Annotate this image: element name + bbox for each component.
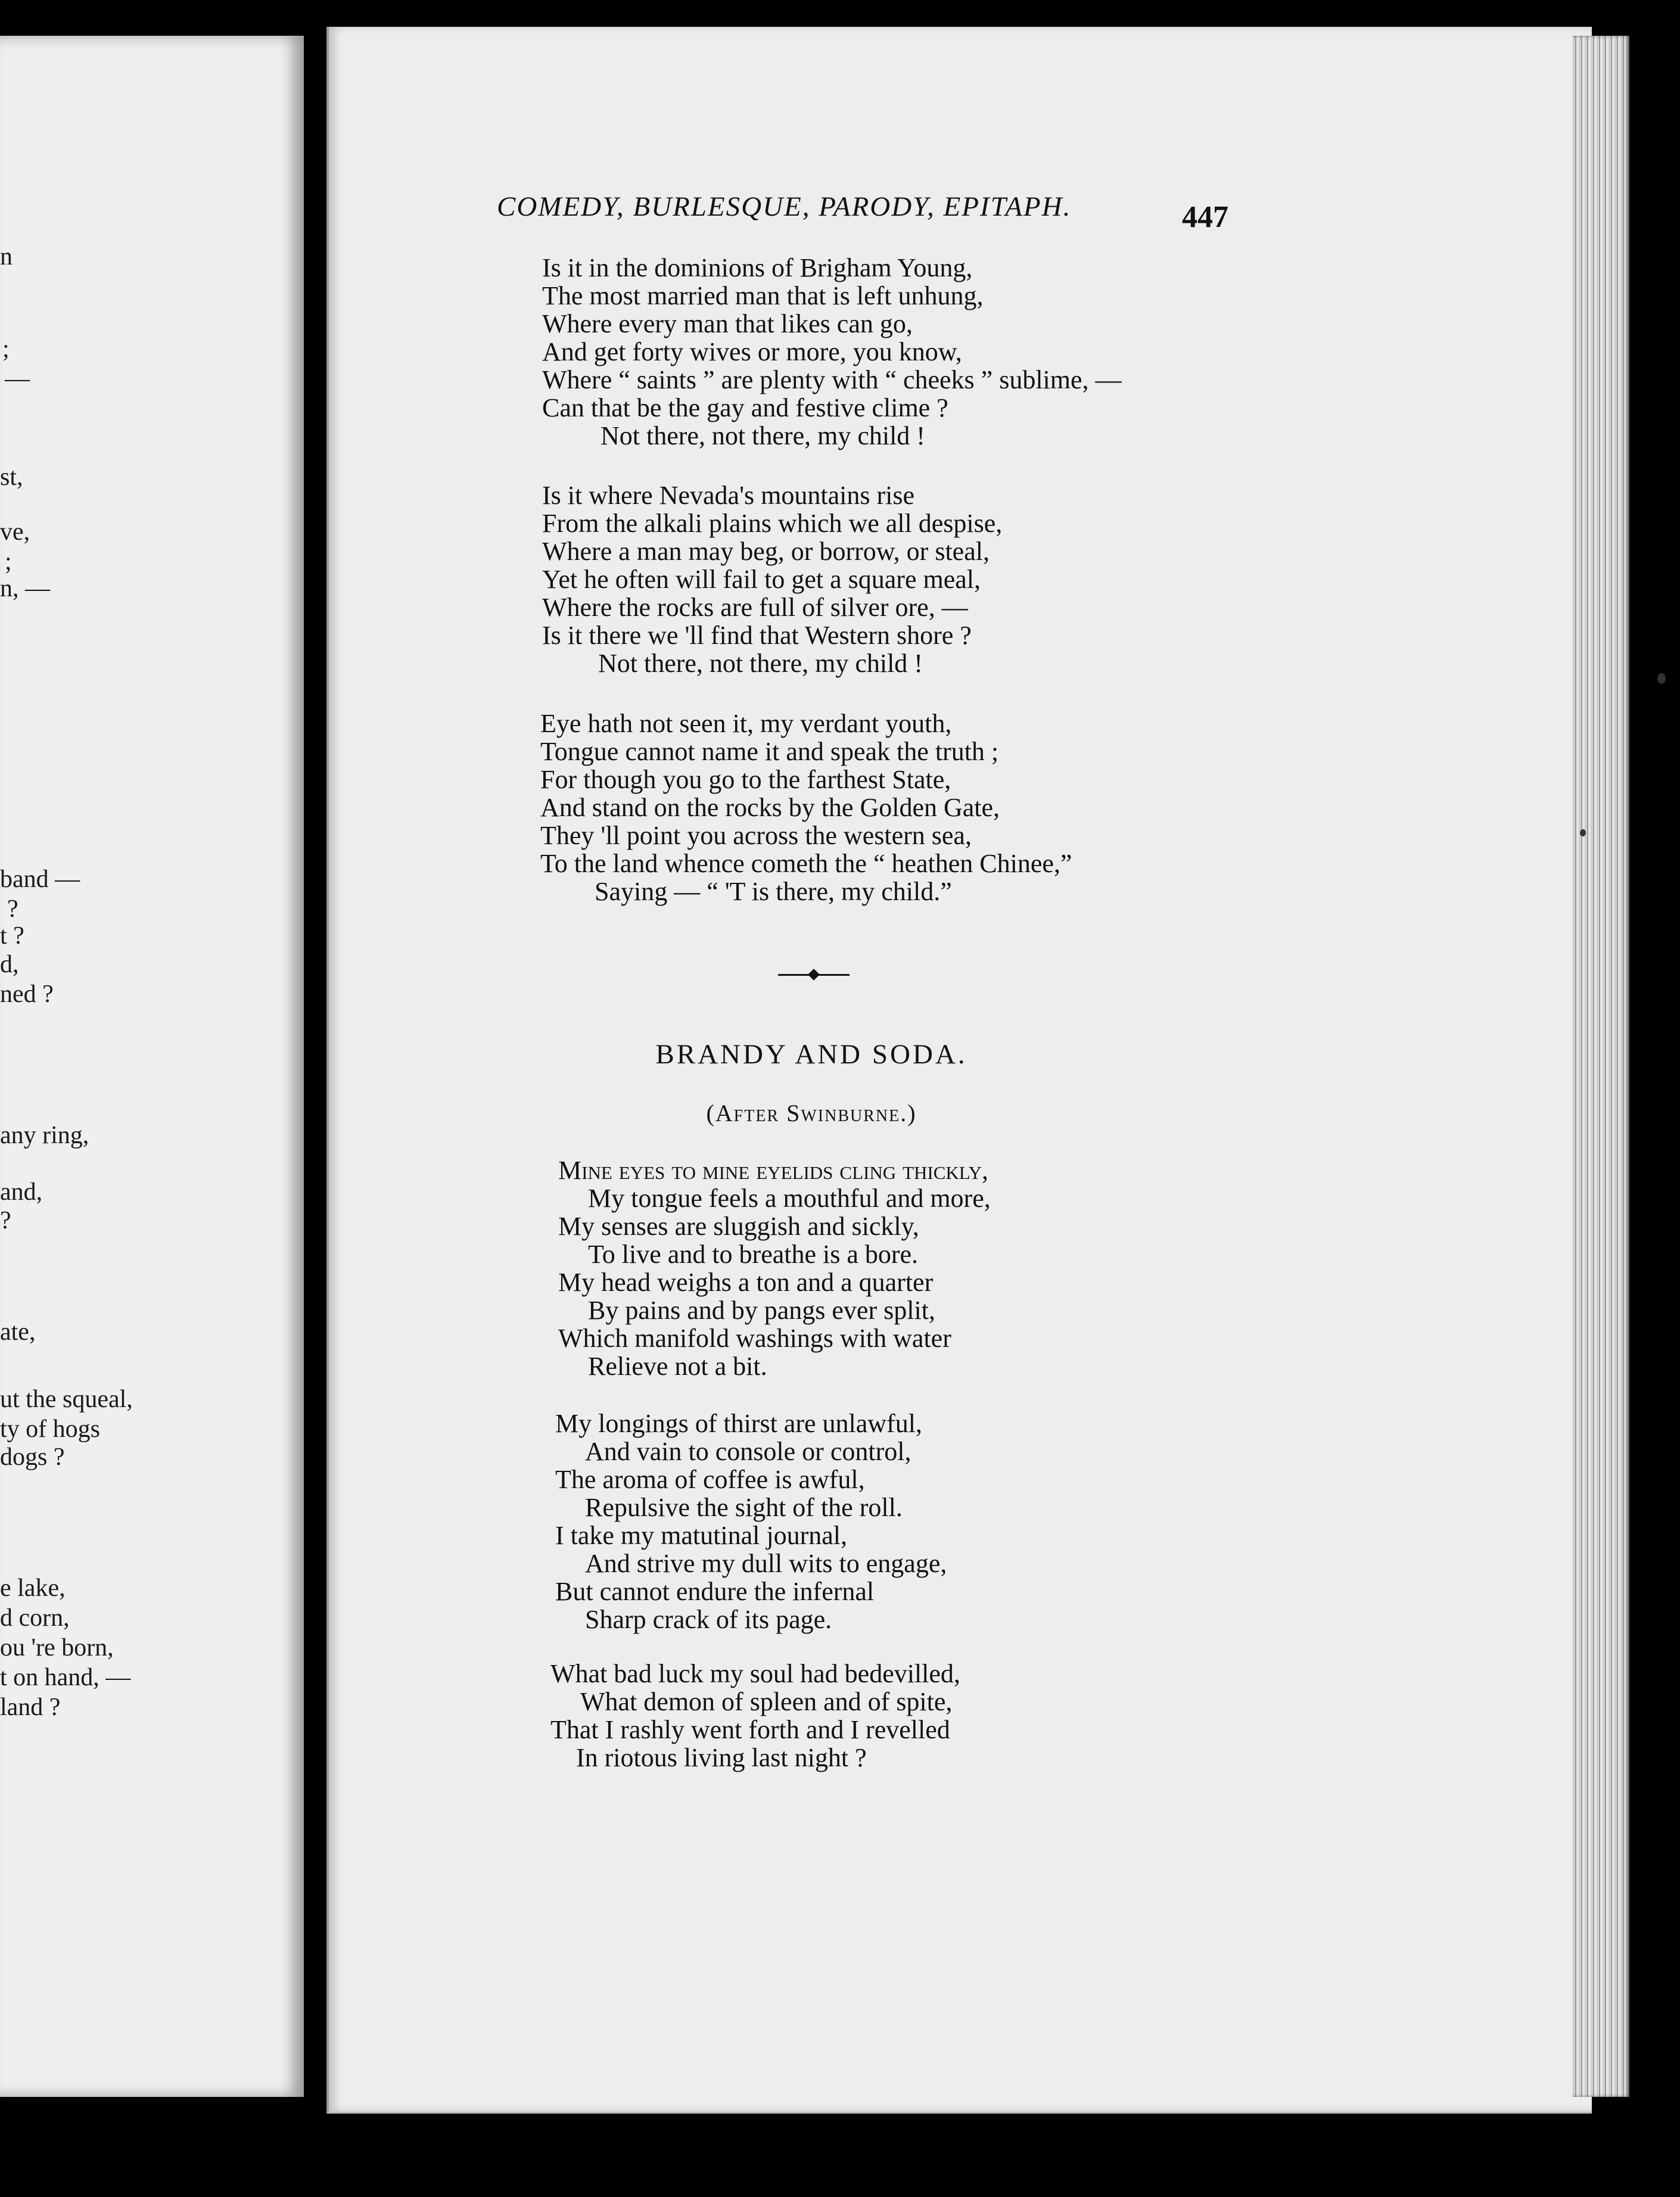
poem-line: Is it in the dominions of Brigham Young,: [542, 253, 973, 282]
poem-line: Relieve not a bit.: [588, 1352, 767, 1381]
scan-speck: [1580, 829, 1586, 836]
left-fragment: ;: [2, 335, 10, 363]
poem-line: To the land whence cometh the “ heathen Chinee,”: [540, 849, 1072, 878]
poem-line: For though you go to the farthest State,: [540, 765, 951, 794]
left-fragment: and,: [0, 1178, 43, 1206]
left-fragment: dogs ?: [0, 1443, 65, 1471]
left-fragment: ?: [7, 895, 18, 923]
poem-line: The most married man that is left unhung,: [542, 281, 984, 310]
left-fragment: t on hand, —: [0, 1664, 131, 1691]
poem-line: My longings of thirst are unlawful,: [555, 1409, 922, 1438]
poem-line: By pains and by pangs ever split,: [588, 1296, 935, 1325]
poem-line: In riotous living last night ?: [576, 1743, 867, 1772]
poem-line: From the alkali plains which we all despise,: [542, 509, 1003, 538]
poem-line: They 'll point you across the western sea,: [540, 821, 972, 850]
left-fragment: ut the squeal,: [0, 1386, 133, 1413]
poem-line: Eye hath not seen it, my verdant youth,: [540, 709, 952, 738]
poem-line: But cannot endure the infernal: [555, 1577, 875, 1606]
poem-line: Where the rocks are full of silver ore, —: [542, 593, 968, 622]
left-fragment: d corn,: [0, 1604, 70, 1632]
poem-line: That I rashly went forth and I revelled: [550, 1715, 950, 1744]
poem-line: My tongue feels a mouthful and more,: [588, 1184, 991, 1213]
right-page: [326, 27, 1592, 2114]
left-fragment: —: [5, 365, 30, 393]
poem-line: I take my matutinal journal,: [555, 1521, 847, 1550]
poem-line: Not there, not there, my child !: [601, 421, 925, 450]
left-fragment: ve,: [0, 518, 30, 546]
scan-speck: [1657, 673, 1666, 684]
poem-line: Can that be the gay and festive clime ?: [542, 393, 948, 422]
page-number: 447: [1182, 200, 1228, 234]
poem-subtitle: (After Swinburne.): [706, 1100, 917, 1126]
left-fragment: n, —: [0, 575, 50, 602]
left-fragment: ned ?: [0, 981, 54, 1008]
poem-line: What bad luck my soul had bedevilled,: [550, 1659, 960, 1688]
poem-line: The aroma of coffee is awful,: [555, 1465, 865, 1494]
poem-line: Not there, not there, my child !: [598, 649, 923, 678]
left-fragment: st,: [0, 463, 23, 491]
left-fragment: ate,: [0, 1318, 36, 1346]
left-fragment: land ?: [0, 1694, 61, 1721]
left-fragment: ou 're born,: [0, 1634, 114, 1661]
poem-line: Where “ saints ” are plenty with “ cheeks ” sublime, —: [542, 365, 1122, 394]
left-fragment: e lake,: [0, 1574, 66, 1602]
running-head: COMEDY, BURLESQUE, PARODY, EPITAPH.: [497, 191, 1072, 222]
poem-line: Which manifold washings with water: [558, 1324, 951, 1353]
poem-line: Where every man that likes can go,: [542, 309, 913, 338]
left-fragment: t ?: [0, 922, 24, 950]
poem-line: Is it where Nevada's mountains rise: [542, 481, 914, 510]
divider-diamond-ornament: [808, 969, 820, 981]
poem-line: Mine eyes to mine eyelids cling thickly,: [558, 1156, 989, 1185]
poem-line: And strive my dull wits to engage,: [585, 1549, 947, 1578]
poem-line: To live and to breathe is a bore.: [588, 1240, 919, 1269]
left-fragment: band —: [0, 866, 80, 893]
poem-line: Is it there we 'll find that Western shore ?: [542, 621, 972, 650]
left-fragment: any ring,: [0, 1122, 89, 1149]
poem-line: Tongue cannot name it and speak the truth ;: [540, 737, 999, 766]
book-page-edges: [1573, 36, 1629, 2097]
poem-line: What demon of spleen and of spite,: [580, 1687, 953, 1716]
left-fragment: ;: [5, 548, 12, 575]
poem-line: My head weighs a ton and a quarter: [558, 1268, 934, 1297]
poem-line: Where a man may beg, or borrow, or steal,: [542, 537, 990, 566]
poem-line: And vain to console or control,: [585, 1437, 911, 1466]
left-fragment: ty of hogs: [0, 1415, 100, 1443]
left-fragment: ?: [0, 1207, 11, 1234]
poem-line: Repulsive the sight of the roll.: [585, 1493, 903, 1522]
poem-line: Sharp crack of its page.: [585, 1605, 832, 1634]
poem-line: And stand on the rocks by the Golden Gate,: [540, 793, 1000, 822]
left-fragment: n: [0, 243, 13, 270]
poem-line: And get forty wives or more, you know,: [542, 337, 962, 366]
poem-line: My senses are sluggish and sickly,: [558, 1212, 919, 1241]
left-fragment: d,: [0, 951, 19, 978]
poem-line: Saying — “ 'T is there, my child.”: [595, 877, 952, 906]
left-page: [0, 36, 304, 2097]
poem-line: Yet he often will fail to get a square meal,: [542, 565, 981, 594]
poem-title: BRANDY AND SODA.: [655, 1039, 967, 1070]
